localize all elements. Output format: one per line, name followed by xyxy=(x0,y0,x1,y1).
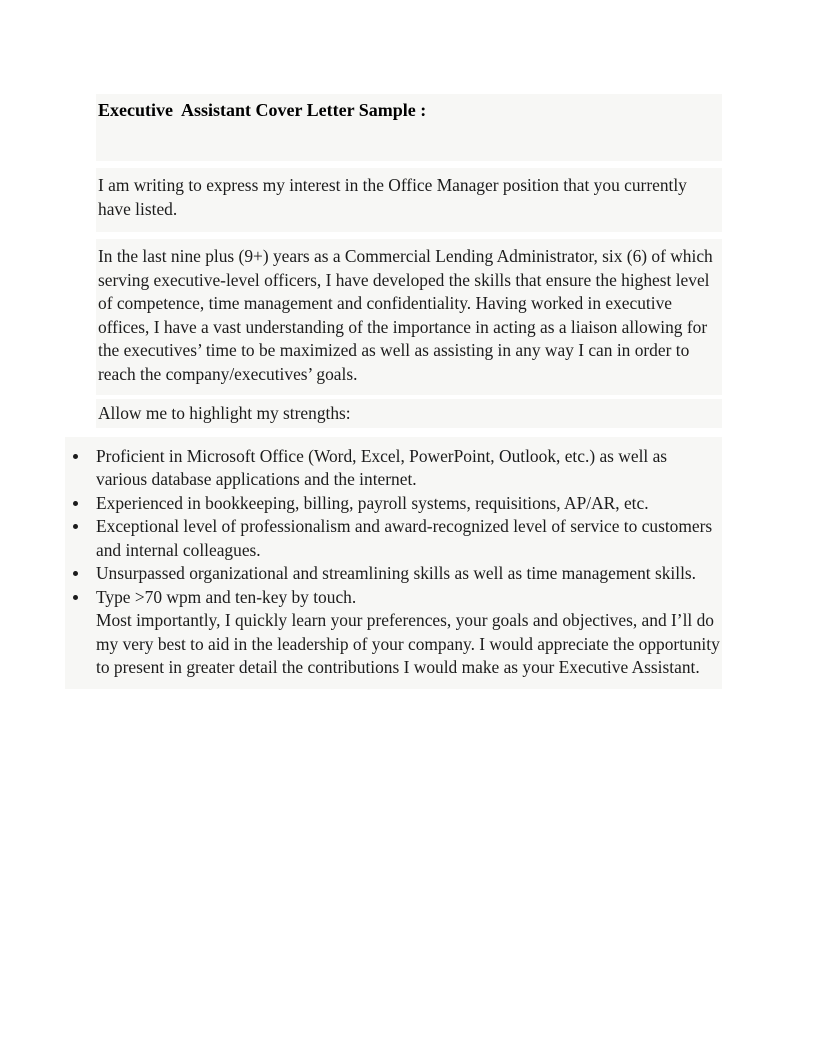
list-item-text: Exceptional level of professionalism and award-recognized level of service to customers and internal colleagues. xyxy=(96,516,713,560)
list-item xyxy=(65,492,722,516)
closing-paragraph: Most importantly, I quickly learn your preferences, your goals and objectives, and I’ll do my very best to aid in the leadership of your company. I would appreciate the opportunity to present in greater detail the contributions I would make as your Executive Assistant. xyxy=(96,610,720,677)
bullet-icon xyxy=(73,501,78,506)
strengths-list xyxy=(65,445,722,610)
document-title: Executive Assistant Cover Letter Sample : xyxy=(98,100,427,120)
title-spacer xyxy=(98,123,720,161)
title-block xyxy=(96,94,722,161)
bullet-icon xyxy=(73,571,78,576)
list-item-text: Type >70 wpm and ten-key by touch. xyxy=(96,586,357,607)
strengths-block xyxy=(65,437,722,689)
paragraph-block-strengths-intro xyxy=(96,399,722,428)
list-item-text: Proficient in Microsoft Office (Word, Excel, PowerPoint, Outlook, etc.) as well as various database applications and the internet. xyxy=(96,445,668,489)
paragraph-strengths-intro: Allow me to highlight my strengths: xyxy=(98,403,351,423)
bullet-icon xyxy=(73,595,78,600)
list-item xyxy=(65,515,722,562)
paragraph-intro: I am writing to express my interest in the Office Manager position that you currently have listed. xyxy=(98,175,687,219)
list-item xyxy=(65,586,722,610)
paragraph-block-experience xyxy=(96,239,722,395)
paragraph-block-intro xyxy=(96,168,722,232)
list-item xyxy=(65,445,722,492)
list-item xyxy=(65,562,722,586)
bullet-icon xyxy=(73,454,78,459)
paragraph-experience: In the last nine plus (9+) years as a Commercial Lending Administrator, six (6) of which serving executive-level officers, I have developed the skills that ensure the highest level of competence, time management and confidentiality. Having worked in executive offices, I have a vast understanding of the importance in acting as a liaison allowing for the executives’ time to be maximized as well as assisting in any way I can in order to reach the company/executives’ goals. xyxy=(98,246,713,384)
bullet-icon xyxy=(73,524,78,529)
list-item-text: Experienced in bookkeeping, billing, payroll systems, requisitions, AP/AR, etc. xyxy=(96,492,649,513)
list-item-text: Unsurpassed organizational and streamlining skills as well as time management skills. xyxy=(96,563,697,583)
